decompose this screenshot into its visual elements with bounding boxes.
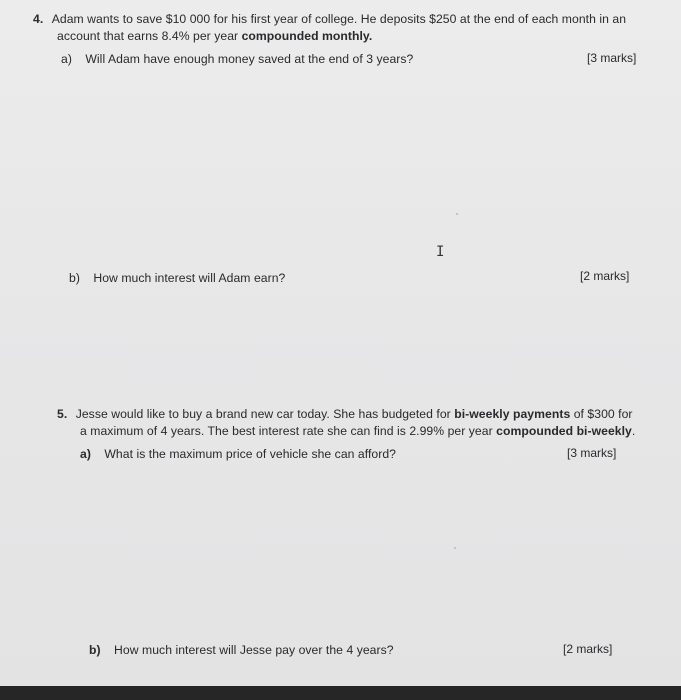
q5-text-line-1: Jesse would like to buy a brand new car today. She has budgeted for bbox=[75, 407, 455, 421]
q4-part-a-marks: [3 marks] bbox=[587, 51, 637, 65]
q5-part-b-text: How much interest will Jesse pay over the 4 years? bbox=[114, 643, 394, 657]
q5-text-line-2: a maximum of 4 years. The best interest rate she can find is 2.99% per year bbox=[80, 424, 497, 438]
q4-part-b-label: b) bbox=[69, 271, 80, 285]
q5-part-b-label: b) bbox=[89, 643, 101, 657]
q5-part-a bbox=[80, 446, 396, 462]
q4-text-line-2: account that earns 8.4% per year bbox=[57, 29, 242, 43]
q4-line-1 bbox=[33, 11, 626, 27]
q5-text-line-1-suffix: of $300 for bbox=[570, 407, 633, 421]
q4-part-b bbox=[69, 270, 285, 286]
q5-compounded-bi-weekly: compounded bi-weekly bbox=[496, 424, 632, 438]
q5-text-line-2-suffix: . bbox=[631, 424, 636, 438]
q5-line-2 bbox=[80, 423, 635, 439]
q4-number: 4. bbox=[33, 12, 44, 26]
q5-part-a-marks: [3 marks] bbox=[567, 446, 617, 460]
q4-part-a-text: Will Adam have enough money saved at the end of 3 years? bbox=[85, 52, 414, 66]
q4-line-2 bbox=[57, 28, 372, 44]
q4-part-a-label: a) bbox=[61, 52, 72, 66]
q5-number: 5. bbox=[57, 407, 68, 421]
q5-bi-weekly-payments: bi-weekly payments bbox=[454, 407, 571, 421]
q4-text-line-1: Adam wants to save $10 000 for his first year of college. He deposits $250 at the end of each month in an bbox=[51, 12, 627, 26]
q4-part-b-marks: [2 marks] bbox=[580, 269, 630, 283]
paper-speck bbox=[454, 547, 456, 549]
q5-part-b bbox=[89, 642, 394, 658]
text-cursor-icon: I bbox=[436, 244, 445, 260]
q5-part-b-marks: [2 marks] bbox=[563, 642, 613, 656]
q5-part-a-label: a) bbox=[80, 447, 91, 461]
q4-compounded-monthly: compounded monthly. bbox=[241, 29, 373, 43]
q4-part-a bbox=[61, 51, 413, 67]
q5-part-a-text: What is the maximum price of vehicle she can afford? bbox=[104, 447, 396, 461]
q5-line-1 bbox=[57, 406, 633, 422]
q4-part-b-text: How much interest will Adam earn? bbox=[93, 271, 286, 285]
paper-speck bbox=[456, 213, 458, 215]
